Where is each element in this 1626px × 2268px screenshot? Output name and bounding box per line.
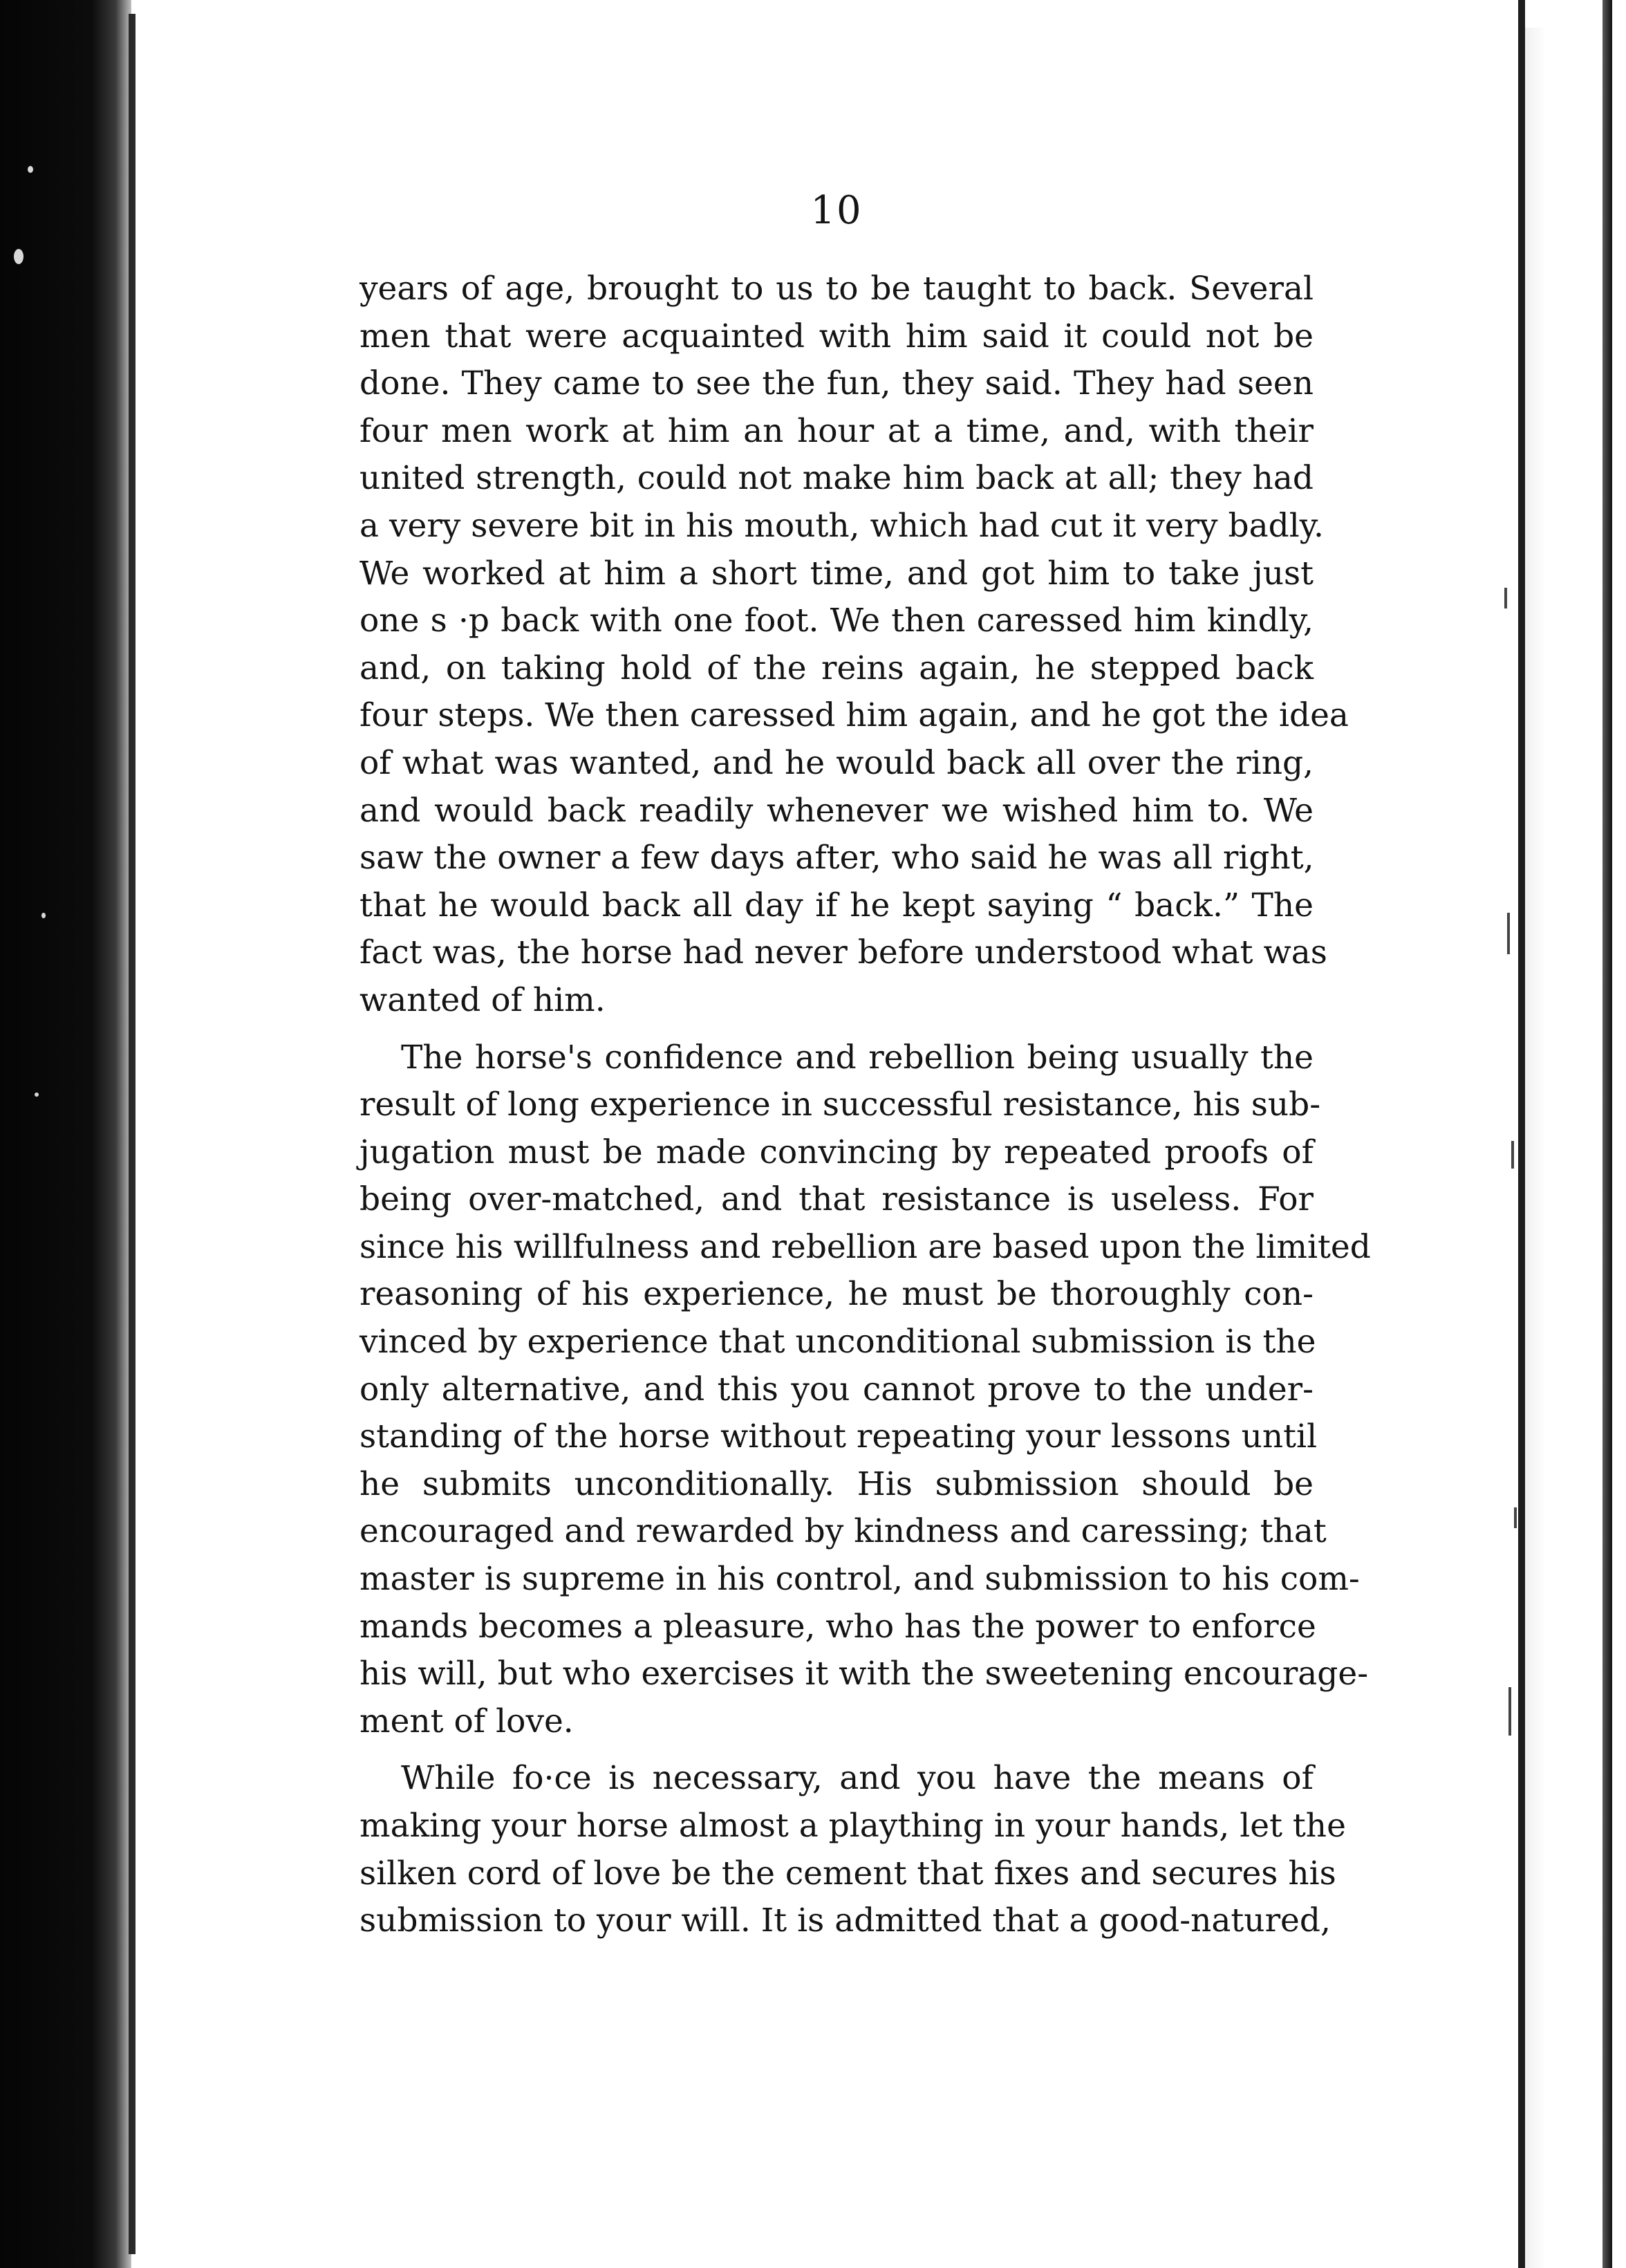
text-line: submission to your will. It is admitted that a good-natured, (359, 1902, 1331, 1940)
text-line: saw the owner a few days after, who said he was all right, (359, 839, 1314, 877)
binding-shadow (1525, 28, 1546, 2268)
paragraph-3 (359, 1755, 1346, 1944)
paragraph-1 (359, 266, 1349, 1025)
text-line: master is supreme in his control, and submission to his com- (359, 1560, 1360, 1599)
text-line: The horse's confidence and rebellion being usually the (401, 1038, 1314, 1077)
text-line: reasoning of his experience, he must be thoroughly con- (359, 1275, 1314, 1314)
text-line: mands becomes a pleasure, who has the power to enforce (359, 1607, 1316, 1646)
text-line: united strength, could not make him back at all; they had (359, 459, 1314, 498)
text-line: ment of love. (359, 1702, 574, 1740)
paragraph-2 (359, 1034, 1371, 1746)
page-number: 10 (810, 188, 863, 233)
next-page-edge (1602, 0, 1612, 2268)
text-line: only alternative, and this you cannot prove to the under- (359, 1370, 1314, 1409)
text-line: years of age, brought to us to be taught to back. Several (359, 270, 1314, 308)
page-right-edge (1518, 0, 1525, 2268)
text-line: of what was wanted, and he would back all over the ring, (359, 743, 1314, 782)
text-line: and would back readily whenever we wished him to. We (359, 791, 1314, 830)
scan-speck (41, 913, 46, 918)
text-line: While fo·ce is necessary, and you have the means of (401, 1759, 1314, 1798)
text-line: standing of the horse without repeating your lessons until (359, 1418, 1318, 1456)
text-line: he submits unconditionally. His submission should be (359, 1465, 1314, 1503)
text-line: making your horse almost a plaything in your hands, let the (359, 1807, 1346, 1845)
scan-speck (14, 249, 24, 264)
text-line: wanted of him. (359, 980, 606, 1019)
text-line: done. They came to see the fun, they said. They had seen (359, 364, 1314, 403)
text-line: a very severe bit in his mouth, which had cut it very badly. (359, 506, 1324, 545)
page-left-edge (129, 14, 136, 2254)
text-line: silken cord of love be the cement that fixes and secures his (359, 1854, 1336, 1893)
text-line: jugation must be made convincing by repeated proofs of (359, 1133, 1314, 1171)
text-line: being over-matched, and that resistance is useless. For (359, 1180, 1314, 1219)
text-line: encouraged and rewarded by kindness and caressing; that (359, 1512, 1327, 1551)
text-line: four men work at him an hour at a time, and, with their (359, 411, 1314, 450)
text-line: four steps. We then caressed him again, and he got the idea (359, 696, 1349, 735)
scan-speck (35, 1093, 39, 1097)
text-line: men that were acquainted with him said it could not be (359, 317, 1314, 355)
text-line: result of long experience in successful resistance, his sub- (359, 1086, 1321, 1124)
text-line: We worked at him a short time, and got him to take just (359, 554, 1314, 593)
text-line: one s ·p back with one foot. We then caressed him kindly, (359, 602, 1314, 640)
book-page (359, 187, 1371, 1945)
text-line: his will, but who exercises it with the sweetening encourage- (359, 1655, 1369, 1693)
text-line: vinced by experience that unconditional submission is the (359, 1323, 1316, 1361)
scan-left-border (0, 0, 131, 2268)
text-line: since his willfulness and rebellion are based upon the limited (359, 1227, 1371, 1266)
text-line: and, on taking hold of the reins again, he stepped back (359, 649, 1314, 687)
scan-speck (28, 166, 33, 173)
text-line: that he would back all day if he kept saying “ back.” The (359, 886, 1314, 924)
text-line: fact was, the horse had never before understood what was (359, 933, 1327, 972)
